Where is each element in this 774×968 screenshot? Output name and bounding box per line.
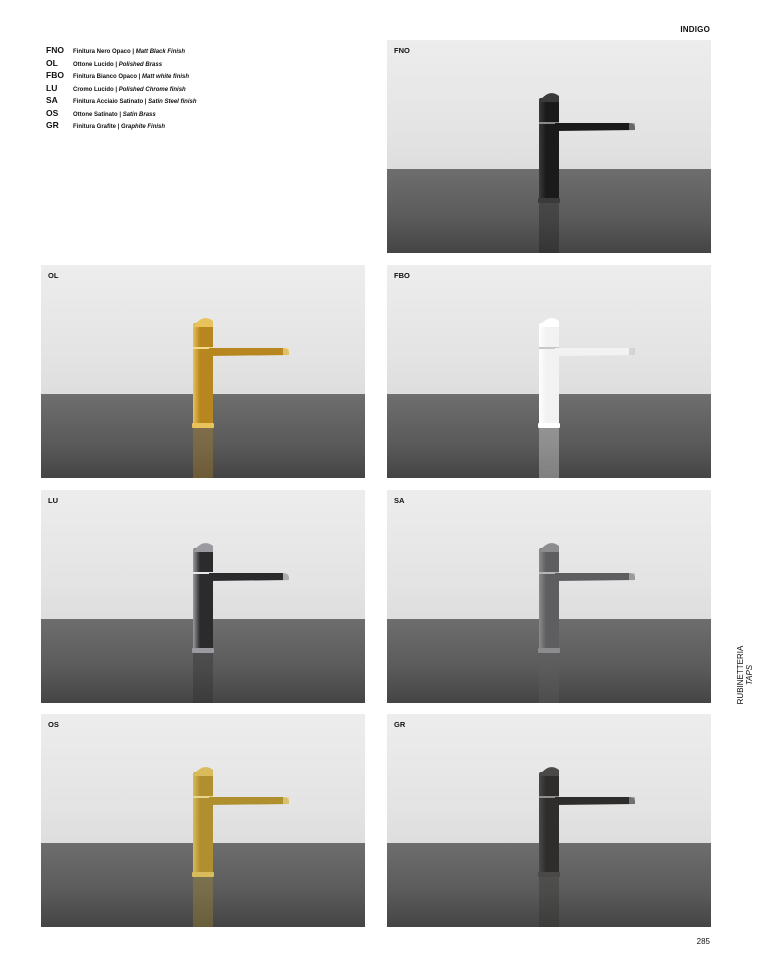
- faucet-cap: [539, 767, 559, 776]
- faucet-image: [387, 714, 711, 927]
- faucet-spout-tip: [629, 348, 635, 355]
- faucet-base: [192, 872, 214, 877]
- legend-english: Polished Chrome finish: [118, 86, 186, 93]
- photo-label: SA: [394, 496, 405, 505]
- section-side-label: [736, 640, 754, 710]
- legend-italian: Finitura Grafite: [73, 124, 117, 130]
- faucet-body: [193, 772, 213, 876]
- legend-italian: Cromo Lucido: [73, 86, 114, 93]
- faucet-reflection: [539, 203, 559, 253]
- faucet-cap: [539, 318, 559, 327]
- legend-description: [73, 112, 156, 118]
- legend-separator: |: [143, 99, 149, 105]
- faucet-base: [538, 423, 560, 428]
- faucet-base: [538, 198, 560, 203]
- faucet-body: [539, 98, 559, 202]
- legend-code: LU: [46, 82, 58, 93]
- faucet-body: [539, 772, 559, 876]
- legend-code: FBO: [46, 70, 64, 80]
- faucet-reflection: [193, 877, 213, 927]
- legend-italian: Finitura Nero Opaco: [73, 49, 131, 55]
- legend-row-gr: [46, 120, 196, 133]
- faucet-image: [387, 490, 711, 703]
- legend-separator: |: [116, 124, 122, 130]
- photo-label: LU: [48, 496, 58, 505]
- faucet-cap: [193, 767, 213, 776]
- side-label-italian: RUBINETTERIA: [736, 645, 745, 705]
- legend-description: [73, 124, 165, 130]
- legend-english: Graphite Finish: [121, 124, 166, 130]
- legend-english: Matt Black Finish: [135, 49, 186, 55]
- faucet-spout: [555, 348, 635, 356]
- legend-description: [73, 87, 186, 93]
- faucet-spout-tip: [629, 123, 635, 130]
- faucet-body: [193, 548, 213, 652]
- finish-legend: [46, 45, 196, 133]
- legend-code: SA: [46, 95, 58, 105]
- faucet-photo-lu: [41, 490, 365, 703]
- faucet-image: [387, 265, 711, 478]
- legend-code: GR: [46, 120, 59, 130]
- faucet-spout-tip: [283, 348, 289, 355]
- legend-description: [73, 49, 185, 55]
- legend-english: Polished Brass: [118, 61, 163, 68]
- page-number: 285: [696, 937, 710, 946]
- faucet-reflection: [539, 877, 559, 927]
- legend-italian: Finitura Acciaio Satinato: [73, 99, 144, 105]
- faucet-reflection: [539, 428, 559, 478]
- faucet-spout: [555, 573, 635, 581]
- faucet-image: [41, 714, 365, 927]
- brand-title: INDIGO: [680, 25, 710, 34]
- faucet-spout: [555, 797, 635, 805]
- legend-separator: |: [113, 86, 119, 93]
- faucet-spout: [209, 797, 289, 805]
- legend-english: Matt white finish: [142, 74, 190, 80]
- legend-code: FNO: [46, 45, 64, 55]
- legend-separator: |: [130, 49, 136, 55]
- legend-row-fno: [46, 45, 196, 58]
- legend-separator: |: [113, 61, 119, 68]
- legend-english: Satin Steel finish: [148, 99, 197, 105]
- photo-label: OS: [48, 720, 59, 729]
- faucet-spout-tip: [283, 797, 289, 804]
- faucet-photo-gr: [387, 714, 711, 927]
- legend-description: [73, 99, 196, 105]
- faucet-body: [193, 323, 213, 427]
- faucet-photo-os: [41, 714, 365, 927]
- faucet-cap: [193, 543, 213, 552]
- faucet-image: [387, 40, 711, 253]
- legend-code: OL: [46, 57, 58, 68]
- photo-label: GR: [394, 720, 406, 729]
- legend-italian: Finitura Bianco Opaco: [73, 74, 138, 80]
- faucet-base: [538, 648, 560, 653]
- faucet-body: [539, 548, 559, 652]
- legend-separator: |: [137, 74, 143, 80]
- legend-description: [73, 74, 189, 80]
- faucet-body: [539, 323, 559, 427]
- faucet-spout: [209, 348, 289, 356]
- faucet-photo-fbo: [387, 265, 711, 478]
- faucet-photo-ol: [41, 265, 365, 478]
- faucet-cap: [539, 543, 559, 552]
- faucet-image: [41, 265, 365, 478]
- faucet-spout: [209, 573, 289, 581]
- faucet-photo-fno: [387, 40, 711, 253]
- legend-description: [73, 62, 162, 68]
- legend-italian: Ottone Satinato: [73, 111, 118, 118]
- legend-row-lu: [46, 83, 196, 96]
- legend-row-ol: [46, 58, 196, 71]
- faucet-spout-tip: [283, 573, 289, 580]
- faucet-spout: [555, 123, 635, 131]
- faucet-cap: [539, 93, 559, 102]
- legend-separator: |: [117, 111, 123, 118]
- legend-code: OS: [46, 107, 59, 118]
- faucet-spout-tip: [629, 573, 635, 580]
- faucet-base: [192, 648, 214, 653]
- legend-row-os: [46, 108, 196, 121]
- faucet-cap: [193, 318, 213, 327]
- side-label-english: TAPS: [745, 664, 754, 686]
- legend-row-sa: [46, 95, 196, 108]
- photo-label: FBO: [394, 271, 410, 280]
- faucet-base: [192, 423, 214, 428]
- faucet-reflection: [539, 653, 559, 703]
- faucet-image: [41, 490, 365, 703]
- faucet-base: [538, 872, 560, 877]
- faucet-reflection: [193, 428, 213, 478]
- legend-row-fbo: [46, 70, 196, 83]
- photo-label: FNO: [394, 46, 410, 55]
- photo-label: OL: [48, 271, 59, 280]
- legend-italian: Ottone Lucido: [73, 61, 114, 68]
- legend-english: Satin Brass: [122, 111, 156, 118]
- faucet-reflection: [193, 653, 213, 703]
- faucet-spout-tip: [629, 797, 635, 804]
- faucet-photo-sa: [387, 490, 711, 703]
